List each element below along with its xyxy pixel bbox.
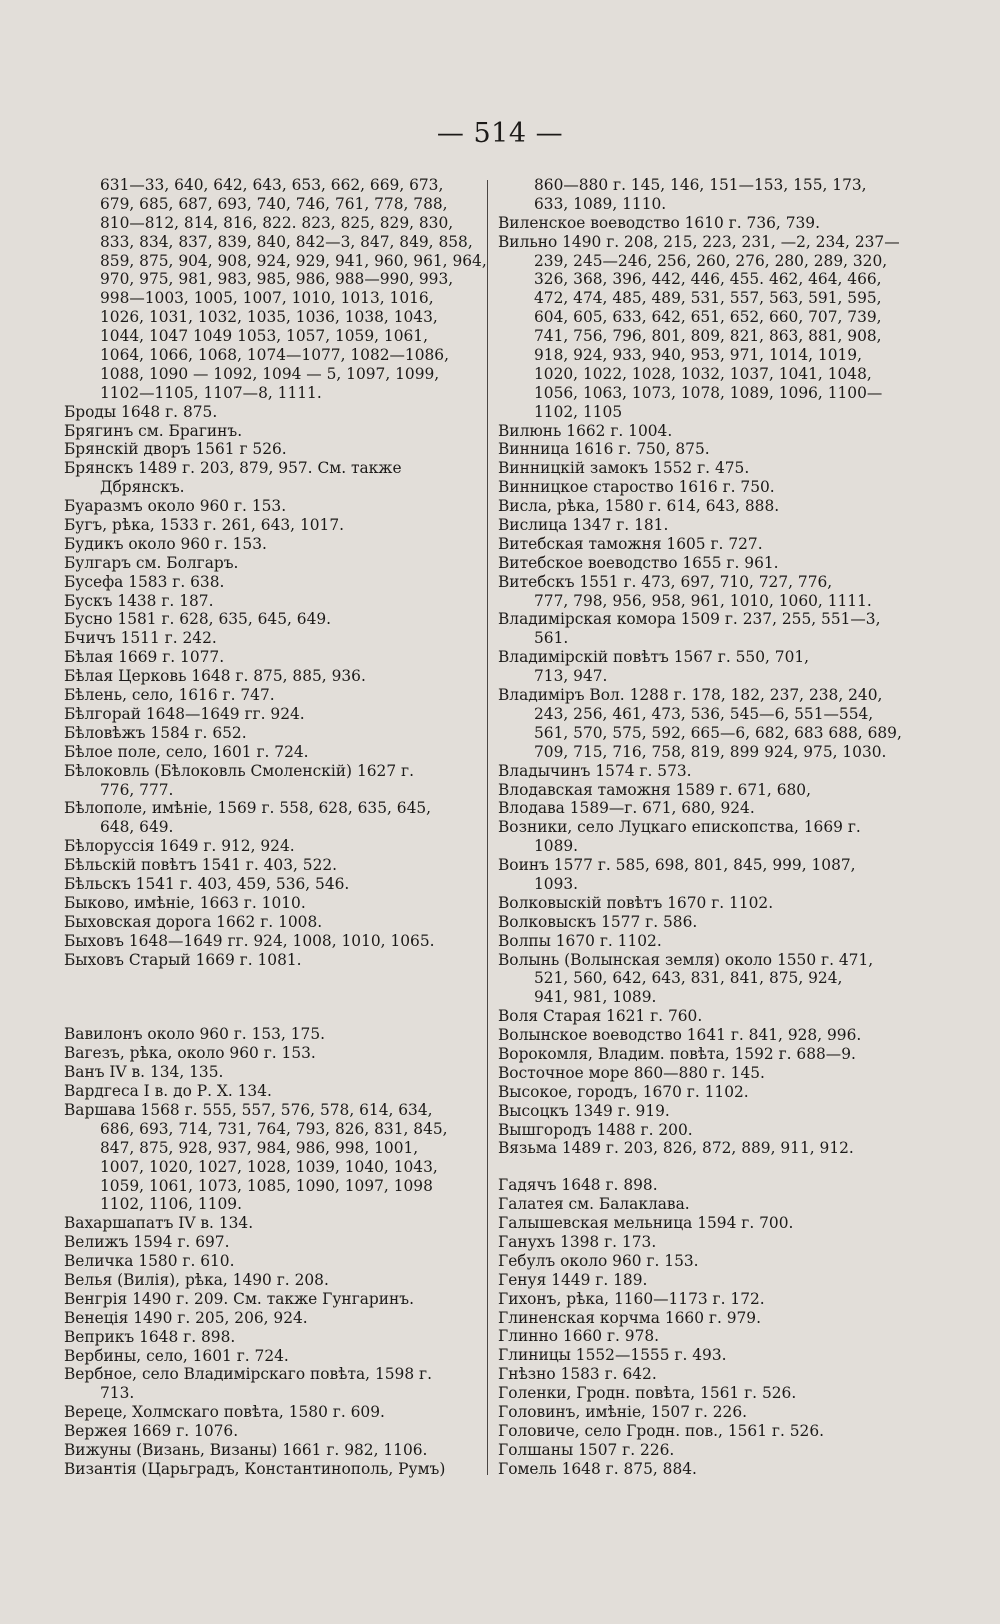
index-entry-continuation: 941, 981, 1089.	[534, 988, 657, 1007]
index-entry: Гнѣзно 1583 г. 642.	[498, 1365, 657, 1384]
index-entry-continuation: 561, 570, 575, 592, 665—6, 682, 683 688, 689,	[534, 723, 902, 742]
index-entry: Глинно 1660 г. 978.	[498, 1327, 660, 1346]
index-entry: Величка 1580 г. 610.	[64, 1252, 235, 1271]
index-entry-continuation: 713, 947.	[534, 667, 608, 686]
index-entry: Буаразмъ около 960 г. 153.	[64, 497, 287, 516]
section-gap	[498, 1158, 916, 1176]
index-entry: Будикъ около 960 г. 153.	[64, 534, 267, 553]
section-gap	[64, 969, 482, 1025]
index-entry: Витебское воеводство 1655 г. 961.	[498, 553, 779, 572]
index-entry: Воля Старая 1621 г. 760.	[498, 1007, 703, 1026]
index-entry: Голшаны 1507 г. 226.	[498, 1440, 675, 1459]
index-entry: Велижъ 1594 г. 697.	[64, 1233, 230, 1252]
index-column-right	[498, 176, 916, 1479]
index-entry-continuation: 521, 560, 642, 643, 831, 841, 875, 924,	[534, 969, 843, 988]
index-entry: Бѣлополе, имѣніе, 1569 г. 558, 628, 635, 645,	[64, 799, 432, 818]
index-entry-continuation: 1064, 1066, 1068, 1074—1077, 1082—1086,	[100, 346, 449, 365]
index-entry: Волынское воеводство 1641 г. 841, 928, 996.	[498, 1026, 862, 1045]
index-entry: Головиче, село Гродн. пов., 1561 г. 526.	[498, 1421, 825, 1440]
index-entry: Вилюнь 1662 г. 1004.	[498, 421, 673, 440]
index-entry: Винница 1616 г. 750, 875.	[498, 440, 710, 459]
index-entry-continuation: 239, 245—246, 256, 260, 276, 280, 289, 320,	[534, 251, 888, 270]
index-entry: Волковыскъ 1577 г. 586.	[498, 912, 698, 931]
index-entry: Ванъ IV в. 134, 135.	[64, 1063, 224, 1082]
index-entry-continuation: 1102—1105, 1107—8, 1111.	[100, 383, 322, 402]
index-entry: Быховская дорога 1662 г. 1008.	[64, 912, 323, 931]
index-entry-continuation: 648, 649.	[100, 818, 174, 837]
index-entry: Вербное, село Владимірскаго повѣта, 1598 г.	[64, 1365, 432, 1384]
index-entry: Голенки, Гродн. повѣта, 1561 г. 526.	[498, 1384, 797, 1403]
index-entry: Высоцкъ 1349 г. 919.	[498, 1101, 670, 1120]
index-entry: Броды 1648 г. 875.	[64, 402, 218, 421]
index-entry-continuation: 1044, 1047 1049 1053, 1057, 1059, 1061,	[100, 327, 428, 346]
index-entry: Галышевская мельница 1594 г. 700.	[498, 1214, 794, 1233]
index-entry: Византія (Царьградъ, Константинополь, Румъ)	[64, 1459, 446, 1478]
index-entry-continuation: 1007, 1020, 1027, 1028, 1039, 1040, 1043,	[100, 1157, 438, 1176]
index-entry-continuation: 776, 777.	[100, 780, 174, 799]
index-entry-continuation: 1089.	[534, 837, 579, 856]
index-entry: Гомель 1648 г. 875, 884.	[498, 1459, 697, 1478]
index-entry: Волпы 1670 г. 1102.	[498, 931, 662, 950]
index-entry: Бѣловѣжъ 1584 г. 652.	[64, 723, 247, 742]
index-entry: Варшава 1568 г. 555, 557, 576, 578, 614, 634,	[64, 1100, 433, 1119]
index-entry-continuation: 1088, 1090 — 1092, 1094 — 5, 1097, 1099,	[100, 364, 440, 383]
index-entry: Возники, село Луцкаго епископства, 1669 г.	[498, 818, 861, 837]
index-entry: Вардгеса I в. до Р. Х. 134.	[64, 1082, 272, 1101]
index-entry-continuation: 860—880 г. 145, 146, 151—153, 155, 173,	[534, 176, 867, 194]
index-entry-continuation: 1020, 1022, 1028, 1032, 1037, 1041, 1048,	[534, 364, 872, 383]
index-entry-continuation: 633, 1089, 1110.	[534, 194, 667, 213]
index-entry: Вавилонъ около 960 г. 153, 175.	[64, 1025, 326, 1044]
index-entry: Воинъ 1577 г. 585, 698, 801, 845, 999, 1087,	[498, 856, 856, 875]
index-entry: Владимірскій повѣтъ 1567 г. 550, 701,	[498, 648, 810, 667]
page-number: — 514 —	[436, 118, 564, 149]
index-entry: Влодава 1589—г. 671, 680, 924.	[498, 799, 755, 818]
index-entry-continuation: 1026, 1031, 1032, 1035, 1036, 1038, 1043,	[100, 308, 438, 327]
index-entry-continuation: 472, 474, 485, 489, 531, 557, 563, 591, 595,	[534, 289, 882, 308]
index-entry-continuation: 326, 368, 396, 442, 446, 455. 462, 464, 466,	[534, 270, 882, 289]
index-entry-continuation: 859, 875, 904, 908, 924, 929, 941, 960, 961, 964,	[100, 251, 487, 270]
index-entry-continuation: 998—1003, 1005, 1007, 1010, 1013, 1016,	[100, 289, 434, 308]
index-entry: Вильно 1490 г. 208, 215, 223, 231, —2, 234, 237—	[498, 232, 900, 251]
index-entry: Бусно 1581 г. 628, 635, 645, 649.	[64, 610, 332, 629]
index-entry: Брягинъ см. Брагинъ.	[64, 421, 243, 440]
index-entry: Волковыскій повѣтъ 1670 г. 1102.	[498, 893, 774, 912]
index-entry: Влодавская таможня 1589 г. 671, 680,	[498, 780, 811, 799]
index-entry-continuation: 1102, 1105	[534, 402, 623, 421]
index-entry: Брянскій дворъ 1561 г 526.	[64, 440, 287, 459]
index-entry-continuation: 833, 834, 837, 839, 840, 842—3, 847, 849, 858,	[100, 232, 473, 251]
index-entry-continuation: 1059, 1061, 1073, 1085, 1090, 1097, 1098	[100, 1176, 433, 1195]
index-entry: Бусефа 1583 г. 638.	[64, 572, 225, 591]
index-entry: Вижуны (Визань, Визаны) 1661 г. 982, 1106.	[64, 1441, 428, 1459]
index-entry: Вышгородъ 1488 г. 200.	[498, 1120, 693, 1139]
index-entry-continuation: 604, 605, 633, 642, 651, 652, 660, 707, 739,	[534, 308, 882, 327]
index-entry: Быховъ 1648—1649 гг. 924, 1008, 1010, 1065.	[64, 931, 435, 950]
index-entry: Глиненская корчма 1660 г. 979.	[498, 1308, 761, 1327]
index-entry: Владиміръ Вол. 1288 г. 178, 182, 237, 238, 240,	[498, 686, 883, 705]
index-entry-continuation: 631—33, 640, 642, 643, 653, 662, 669, 673,	[100, 176, 444, 194]
index-entry: Бѣльскъ 1541 г. 403, 459, 536, 546.	[64, 874, 350, 893]
index-entry-continuation: 686, 693, 714, 731, 764, 793, 826, 831, 845,	[100, 1119, 448, 1138]
index-entry: Венеція 1490 г. 205, 206, 924.	[64, 1308, 308, 1327]
index-entry: Бѣлень, село, 1616 г. 747.	[64, 686, 275, 705]
index-entry-continuation: 777, 798, 956, 958, 961, 1010, 1060, 1111.	[534, 591, 872, 610]
index-entry: Бѣлгорай 1648—1649 гг. 924.	[64, 704, 305, 723]
index-entry: Бѣлоковль (Бѣлоковль Смоленскій) 1627 г.	[64, 761, 414, 780]
index-entry-continuation: 1102, 1106, 1109.	[100, 1195, 242, 1214]
index-entry: Брянскъ 1489 г. 203, 879, 957. См. также	[64, 459, 402, 478]
index-entry: Восточное море 860—880 г. 145.	[498, 1063, 765, 1082]
index-entry: Бугъ, рѣка, 1533 г. 261, 643, 1017.	[64, 516, 345, 535]
index-entry: Гихонъ, рѣка, 1160—1173 г. 172.	[498, 1289, 765, 1308]
index-entry-continuation: 709, 715, 716, 758, 819, 899 924, 975, 1030.	[534, 742, 887, 761]
index-entry: Вержея 1669 г. 1076.	[64, 1422, 239, 1441]
index-entry: Бѣлая 1669 г. 1077.	[64, 648, 225, 667]
index-entry: Витебскъ 1551 г. 473, 697, 710, 727, 776,	[498, 572, 833, 591]
index-entry: Бчичъ 1511 г. 242.	[64, 629, 217, 648]
index-entry: Виленское воеводство 1610 г. 736, 739.	[498, 213, 820, 232]
index-entry: Волынь (Волынская земля) около 1550 г. 471,	[498, 950, 874, 969]
index-entry: Глиницы 1552—1555 г. 493.	[498, 1346, 727, 1365]
index-entry: Ганухъ 1398 г. 173.	[498, 1232, 657, 1251]
index-entry: Гадячъ 1648 г. 898.	[498, 1176, 658, 1195]
index-entry-continuation: 713.	[100, 1384, 135, 1403]
index-entry-continuation: 847, 875, 928, 937, 984, 986, 998, 1001,	[100, 1138, 419, 1157]
index-entry: Вербины, село, 1601 г. 724.	[64, 1346, 289, 1365]
index-entry-continuation: 561.	[534, 629, 569, 648]
index-entry-continuation: 741, 756, 796, 801, 809, 821, 863, 881, 908,	[534, 327, 882, 346]
index-entry-continuation: 1093.	[534, 874, 579, 893]
index-entry-continuation: 810—812, 814, 816, 822. 823, 825, 829, 830,	[100, 213, 454, 232]
index-entry: Вахаршапатъ IV в. 134.	[64, 1214, 254, 1233]
index-entry: Винницкій замокъ 1552 г. 475.	[498, 459, 750, 478]
index-entry: Бѣлоруссія 1649 г. 912, 924.	[64, 837, 295, 856]
index-entry: Бѣльскій повѣтъ 1541 г. 403, 522.	[64, 856, 338, 875]
index-entry: Булгаръ см. Болгаръ.	[64, 553, 239, 572]
index-entry: Велья (Вилія), рѣка, 1490 г. 208.	[64, 1270, 329, 1289]
index-entry: Венгрія 1490 г. 209. См. также Гунгаринъ.	[64, 1289, 414, 1308]
column-divider	[487, 180, 488, 1475]
index-entry-continuation: 679, 685, 687, 693, 740, 746, 761, 778, 788,	[100, 194, 448, 213]
index-entry: Верецe, Холмскаго повѣта, 1580 г. 609.	[64, 1403, 385, 1422]
index-column-left	[64, 176, 487, 1479]
index-entry: Быховъ Старый 1669 г. 1081.	[64, 950, 302, 969]
index-entry: Ворокомля, Владим. повѣта, 1592 г. 688—9.	[498, 1044, 856, 1063]
index-entry: Вязьма 1489 г. 203, 826, 872, 889, 911, 912.	[498, 1139, 854, 1158]
index-entry: Гебулъ около 960 г. 153.	[498, 1251, 699, 1270]
index-entry-continuation: 243, 256, 461, 473, 536, 545—6, 551—554,	[534, 704, 874, 723]
index-entry: Высокое, городъ, 1670 г. 1102.	[498, 1082, 749, 1101]
index-entry-continuation: Дбрянскъ.	[100, 478, 185, 497]
index-entry-continuation: 1056, 1063, 1073, 1078, 1089, 1096, 1100—	[534, 383, 883, 402]
index-entry: Бѣлое поле, село, 1601 г. 724.	[64, 742, 309, 761]
index-entry: Бускъ 1438 г. 187.	[64, 591, 214, 610]
index-entry: Бѣлая Церковь 1648 г. 875, 885, 936.	[64, 667, 366, 686]
index-entry: Висла, рѣка, 1580 г. 614, 643, 888.	[498, 497, 780, 516]
index-entry: Винницкое староство 1616 г. 750.	[498, 478, 775, 497]
index-entry: Веприкъ 1648 г. 898.	[64, 1327, 236, 1346]
index-entry: Витебская таможня 1605 г. 727.	[498, 534, 763, 553]
index-entry: Владимірская комора 1509 г. 237, 255, 551—3,	[498, 610, 881, 629]
index-entry: Генуя 1449 г. 189.	[498, 1270, 648, 1289]
index-entry: Быково, имѣніе, 1663 г. 1010.	[64, 893, 306, 912]
index-entry: Головинъ, имѣніе, 1507 г. 226.	[498, 1403, 748, 1421]
index-entry: Галатея см. Балаклава.	[498, 1195, 690, 1214]
index-entry-continuation: 918, 924, 933, 940, 953, 971, 1014, 1019,	[534, 346, 862, 365]
index-entry: Владычинъ 1574 г. 573.	[498, 761, 692, 780]
index-entry: Вагезъ, рѣка, около 960 г. 153.	[64, 1044, 316, 1063]
index-entry: Вислица 1347 г. 181.	[498, 516, 669, 535]
index-entry-continuation: 970, 975, 981, 983, 985, 986, 988—990, 993,	[100, 270, 454, 289]
